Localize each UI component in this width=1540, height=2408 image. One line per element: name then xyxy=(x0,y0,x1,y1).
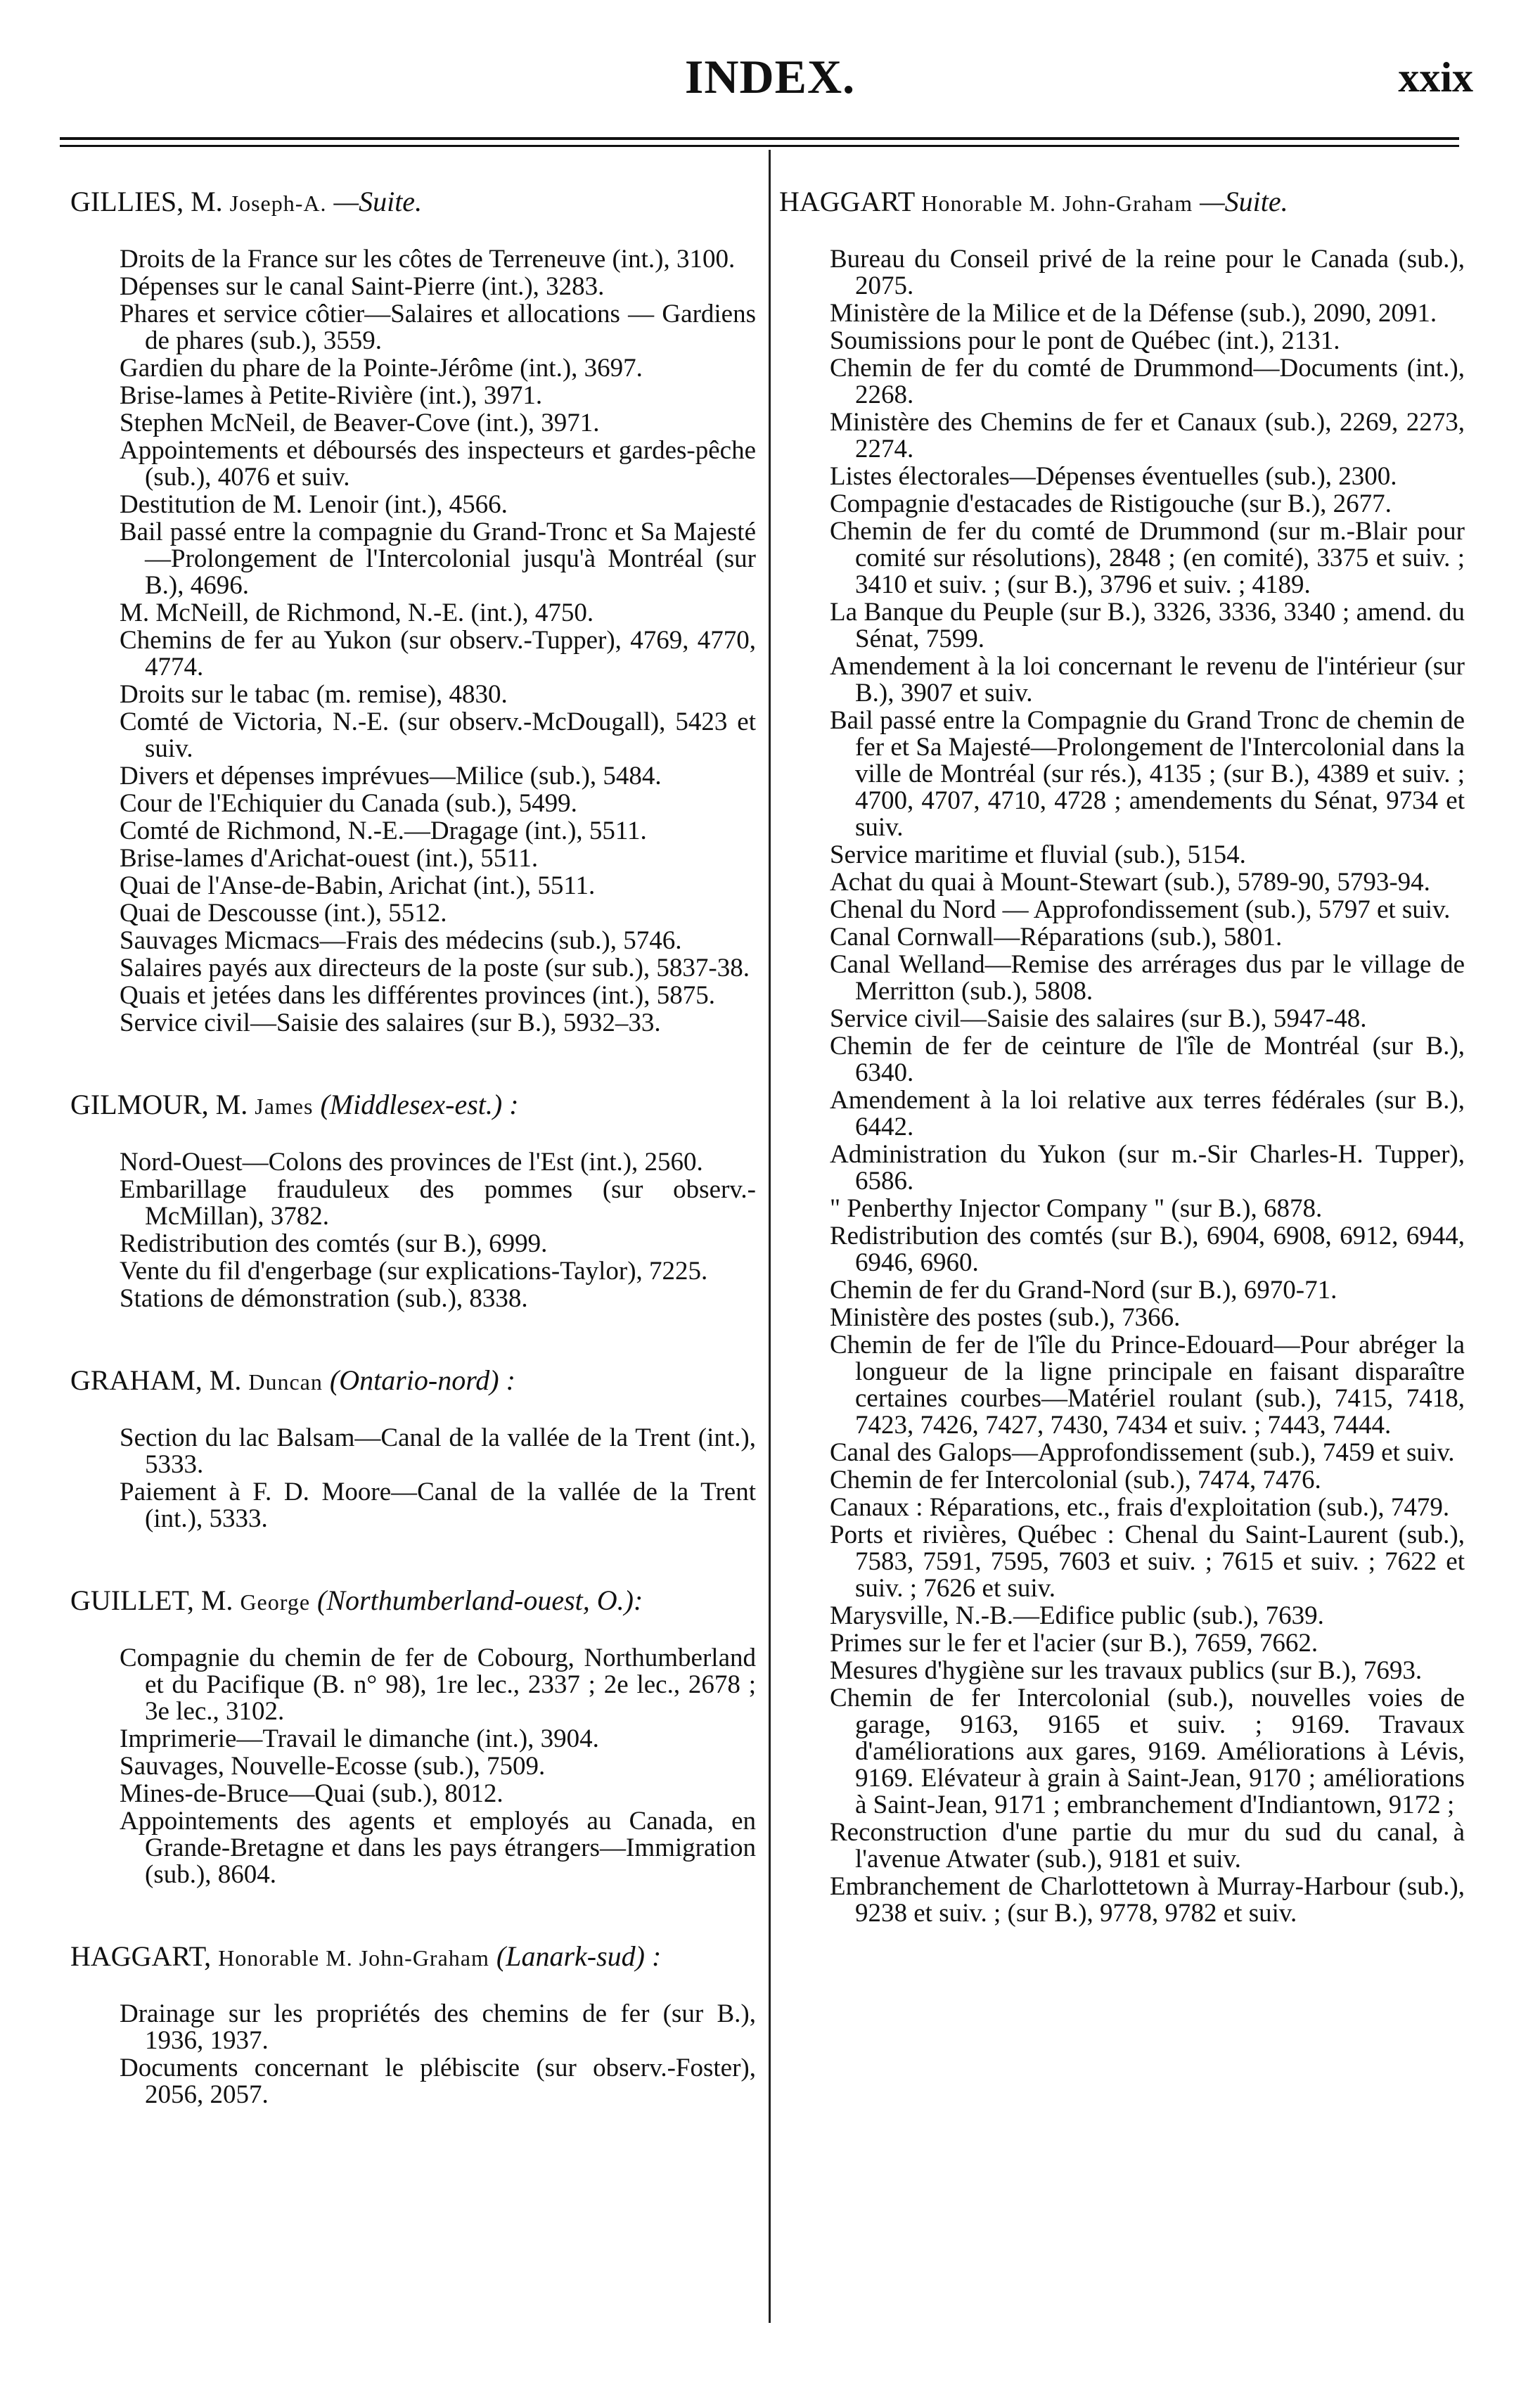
index-entry: Chemin de fer de ceinture de l'île de Montréal (sur B.), 6340. xyxy=(830,1032,1465,1087)
index-entry: Vente du fil d'engerbage (sur explications-Taylor), 7225. xyxy=(120,1257,708,1286)
index-entry: Quai de l'Anse-de-Babin, Arichat (int.), 5511. xyxy=(120,871,596,900)
section-heading xyxy=(70,1583,756,1620)
page-title: INDEX. xyxy=(684,50,856,103)
member-firstname: Honorable M. John-Graham xyxy=(921,191,1193,216)
index-entry: Chenal du Nord — Approfondissement (sub.), 5797 et suiv. xyxy=(830,895,1451,924)
member-surname: HAGGART xyxy=(779,186,915,217)
index-entry: Chemin de fer du comté de Drummond—Documents (int.), 2268. xyxy=(830,354,1465,409)
member-surname: GRAHAM, M. xyxy=(70,1364,242,1396)
index-entry: Amendement à la loi relative aux terres fédérales (sur B.), 6442. xyxy=(830,1086,1465,1141)
column-divider xyxy=(769,150,771,2323)
page-number: xxix xyxy=(1398,54,1473,101)
index-entry: Phares et service côtier—Salaires et allocations — Gardiens de phares (sub.), 3559. xyxy=(120,300,756,355)
member-riding: —Suite. xyxy=(1200,186,1288,217)
index-entry: Sauvages Micmacs—Frais des médecins (sub.), 5746. xyxy=(120,926,682,955)
index-entry: " Penberthy Injector Company " (sur B.), 6878. xyxy=(830,1194,1323,1223)
index-entry: Compagnie d'estacades de Ristigouche (sur B.), 2677. xyxy=(830,489,1392,518)
index-entry: M. McNeill, de Richmond, N.-E. (int.), 4750. xyxy=(120,598,594,627)
index-entry: Chemin de fer Intercolonial (sub.), nouvelles voies de garage, 9163, 9165 et suiv. ; 9169. Travaux d'améliorations aux gares, 9169. Améliorations à Lévis, 9169. Elévateur à grain à Saint-Jean, 9170 ; améliorations à Saint-Jean, 9171 ; embranchement d'Indiantown, 9172 ; xyxy=(830,1684,1465,1819)
index-entry: Chemins de fer au Yukon (sur observ.-Tupper), 4769, 4770, 4774. xyxy=(120,626,756,681)
index-entry: Compagnie du chemin de fer de Cobourg, Northumberland et du Pacifique (B. n° 98), 1re lec., 2337 ; 2e lec., 2678 ; 3e lec., 3102. xyxy=(120,1644,756,1726)
index-entry: Service maritime et fluvial (sub.), 5154. xyxy=(830,840,1246,869)
page-header xyxy=(0,28,1540,113)
member-riding: (Middlesex-est.) : xyxy=(320,1089,519,1120)
member-riding: —Suite. xyxy=(333,186,423,217)
member-riding: (Lanark-sud) : xyxy=(496,1940,662,1972)
index-entry: Listes électorales—Dépenses éventuelles (sub.), 2300. xyxy=(830,462,1397,491)
member-surname: GILMOUR, M. xyxy=(70,1089,248,1120)
index-entry: Chemin de fer de l'île du Prince-Edouard—Pour abréger la longueur de la ligne principale en faisant disparaître certaines courbes—Matériel roulant (sub.), 7415, 7418, 7423, 7426, 7427, 7430, 7434 et suiv. ; 7443, 7444. xyxy=(830,1331,1465,1440)
left-column xyxy=(70,184,756,2159)
index-entry: Achat du quai à Mount-Stewart (sub.), 5789-90, 5793-94. xyxy=(830,868,1430,897)
member-firstname: Honorable M. John-Graham xyxy=(218,1945,489,1971)
header-rule-bottom xyxy=(60,145,1459,147)
index-entry: Brise-lames d'Arichat-ouest (int.), 5511. xyxy=(120,844,539,873)
member-firstname: Duncan xyxy=(248,1369,323,1395)
index-entry: Chemin de fer Intercolonial (sub.), 7474, 7476. xyxy=(830,1466,1321,1494)
index-entry: Reconstruction d'une partie du mur du sud du canal, à l'avenue Atwater (sub.), 9181 et suiv. xyxy=(830,1818,1465,1874)
index-entry: Nord-Ouest—Colons des provinces de l'Est (int.), 2560. xyxy=(120,1148,703,1177)
index-entry: Quai de Descousse (int.), 5512. xyxy=(120,899,447,928)
member-riding: (Northumberland-ouest, O.): xyxy=(317,1584,643,1616)
index-entry: Appointements des agents et employés au Canada, en Grande-Bretagne et dans les pays étrangers—Immigration (sub.), 8604. xyxy=(120,1807,756,1889)
index-entry: Service civil—Saisie des salaires (sur B.), 5932–33. xyxy=(120,1008,661,1037)
index-entry: Amendement à la loi concernant le revenu de l'intérieur (sur B.), 3907 et suiv. xyxy=(830,652,1465,707)
index-entry: Comté de Richmond, N.-E.—Dragage (int.), 5511. xyxy=(120,816,647,845)
index-entry: Ministère des Chemins de fer et Canaux (sub.), 2269, 2273, 2274. xyxy=(830,408,1465,463)
index-entry: Paiement à F. D. Moore—Canal de la vallée de la Trent (int.), 5333. xyxy=(120,1478,756,1533)
index-entry: Administration du Yukon (sur m.-Sir Charles-H. Tupper), 6586. xyxy=(830,1140,1465,1196)
right-column xyxy=(779,184,1465,1978)
header-rule-top xyxy=(60,137,1459,140)
index-entry: Cour de l'Echiquier du Canada (sub.), 5499. xyxy=(120,789,577,818)
index-section xyxy=(70,1363,756,1532)
index-entry: Comté de Victoria, N.-E. (sur observ.-McDougall), 5423 et suiv. xyxy=(120,707,756,763)
index-entry: Bail passé entre la Compagnie du Grand Tronc de chemin de fer et Sa Majesté—Prolongement de l'Intercolonial dans la ville de Montréal (sur rés.), 4135 ; (sur B.), 4389 et suiv. ; 4700, 4707, 4710, 4728 ; amendements du Sénat, 9734 et suiv. xyxy=(830,706,1465,842)
index-entry: Droits de la France sur les côtes de Terreneuve (int.), 3100. xyxy=(120,245,736,274)
index-entry: Section du lac Balsam—Canal de la vallée de la Trent (int.), 5333. xyxy=(120,1423,756,1479)
index-entry: Canal des Galops—Approfondissement (sub.), 7459 et suiv. xyxy=(830,1438,1455,1467)
index-entry: Primes sur le fer et l'acier (sur B.), 7659, 7662. xyxy=(830,1629,1318,1658)
index-entry: Chemin de fer du comté de Drummond (sur m.-Blair pour comité sur résolutions), 2848 ; (en comité), 3375 et suiv. ; 3410 et suiv. ; (sur B.), 3796 et suiv. ; 4189. xyxy=(830,517,1465,599)
index-section xyxy=(70,1583,756,1888)
member-surname: GILLIES, M. xyxy=(70,186,223,217)
index-section xyxy=(779,184,1465,1927)
section-heading xyxy=(70,1363,756,1400)
section-heading xyxy=(70,184,756,221)
section-heading xyxy=(70,1087,756,1124)
index-entry: Redistribution des comtés (sur B.), 6999. xyxy=(120,1229,548,1258)
member-riding: (Ontario-nord) : xyxy=(329,1364,515,1396)
index-entry: Redistribution des comtés (sur B.), 6904, 6908, 6912, 6944, 6946, 6960. xyxy=(830,1222,1465,1277)
index-entry: Quais et jetées dans les différentes provinces (int.), 5875. xyxy=(120,981,715,1010)
index-entry: Embarillage frauduleux des pommes (sur observ.-McMillan), 3782. xyxy=(120,1175,756,1231)
index-entry: Gardien du phare de la Pointe-Jérôme (int.), 3697. xyxy=(120,354,643,383)
index-entry: Bail passé entre la compagnie du Grand-Tronc et Sa Majesté—Prolongement de l'Intercolonial jusqu'à Montréal (sur B.), 4696. xyxy=(120,518,756,600)
index-section xyxy=(70,184,756,1037)
index-entry: Canal Cornwall—Réparations (sub.), 5801. xyxy=(830,923,1283,952)
index-entry: Mesures d'hygiène sur les travaux publics (sur B.), 7693. xyxy=(830,1656,1423,1685)
index-entry: Chemin de fer du Grand-Nord (sur B.), 6970-71. xyxy=(830,1276,1337,1305)
index-entry: Stations de démonstration (sub.), 8338. xyxy=(120,1284,528,1313)
index-entry: Ministère de la Milice et de la Défense (sub.), 2090, 2091. xyxy=(830,299,1437,328)
index-entry: Brise-lames à Petite-Rivière (int.), 3971. xyxy=(120,381,543,410)
section-heading xyxy=(70,1939,756,1975)
member-surname: GUILLET, M. xyxy=(70,1584,233,1616)
member-firstname: George xyxy=(240,1589,311,1615)
index-entry: Ports et rivières, Québec : Chenal du Saint-Laurent (sub.), 7583, 7591, 7595, 7603 et suiv. ; 7615 et suiv. ; 7622 et suiv. ; 7626 et suiv. xyxy=(830,1520,1465,1603)
index-section xyxy=(70,1087,756,1312)
index-entry: Bureau du Conseil privé de la reine pour le Canada (sub.), 2075. xyxy=(830,245,1465,300)
member-firstname: James xyxy=(255,1094,314,1119)
index-entry: Canaux : Réparations, etc., frais d'exploitation (sub.), 7479. xyxy=(830,1493,1450,1522)
section-heading xyxy=(779,184,1465,221)
index-entry: Imprimerie—Travail le dimanche (int.), 3904. xyxy=(120,1724,599,1753)
index-entry: Mines-de-Bruce—Quai (sub.), 8012. xyxy=(120,1779,503,1808)
index-entry: Stephen McNeil, de Beaver-Cove (int.), 3971. xyxy=(120,409,600,437)
index-entry: Salaires payés aux directeurs de la poste (sur sub.), 5837-38. xyxy=(120,954,750,982)
index-entry: Dépenses sur le canal Saint-Pierre (int.), 3283. xyxy=(120,272,605,301)
index-entry: Embranchement de Charlottetown à Murray-Harbour (sub.), 9238 et suiv. ; (sur B.), 9778, 9782 et suiv. xyxy=(830,1872,1465,1928)
index-entry: Documents concernant le plébiscite (sur observ.-Foster), 2056, 2057. xyxy=(120,2054,756,2109)
index-section xyxy=(70,1939,756,2108)
index-entry: Ministère des postes (sub.), 7366. xyxy=(830,1303,1181,1332)
member-firstname: Joseph-A. xyxy=(229,191,327,216)
index-entry: Divers et dépenses imprévues—Milice (sub.), 5484. xyxy=(120,762,662,790)
index-entry: Service civil—Saisie des salaires (sur B.), 5947-48. xyxy=(830,1004,1367,1033)
index-entry: Appointements et déboursés des inspecteurs et gardes-pêche (sub.), 4076 et suiv. xyxy=(120,436,756,492)
index-entry: La Banque du Peuple (sur B.), 3326, 3336, 3340 ; amend. du Sénat, 7599. xyxy=(830,598,1465,653)
index-entry: Sauvages, Nouvelle-Ecosse (sub.), 7509. xyxy=(120,1752,546,1781)
index-entry: Droits sur le tabac (m. remise), 4830. xyxy=(120,680,508,709)
index-entry: Marysville, N.-B.—Edifice public (sub.), 7639. xyxy=(830,1601,1324,1630)
index-entry: Destitution de M. Lenoir (int.), 4566. xyxy=(120,490,508,519)
index-entry: Drainage sur les propriétés des chemins de fer (sur B.), 1936, 1937. xyxy=(120,1999,756,2055)
index-entry: Canal Welland—Remise des arrérages dus par le village de Merritton (sub.), 5808. xyxy=(830,950,1465,1006)
index-entry: Soumissions pour le pont de Québec (int.), 2131. xyxy=(830,326,1340,355)
member-surname: HAGGART, xyxy=(70,1940,212,1972)
